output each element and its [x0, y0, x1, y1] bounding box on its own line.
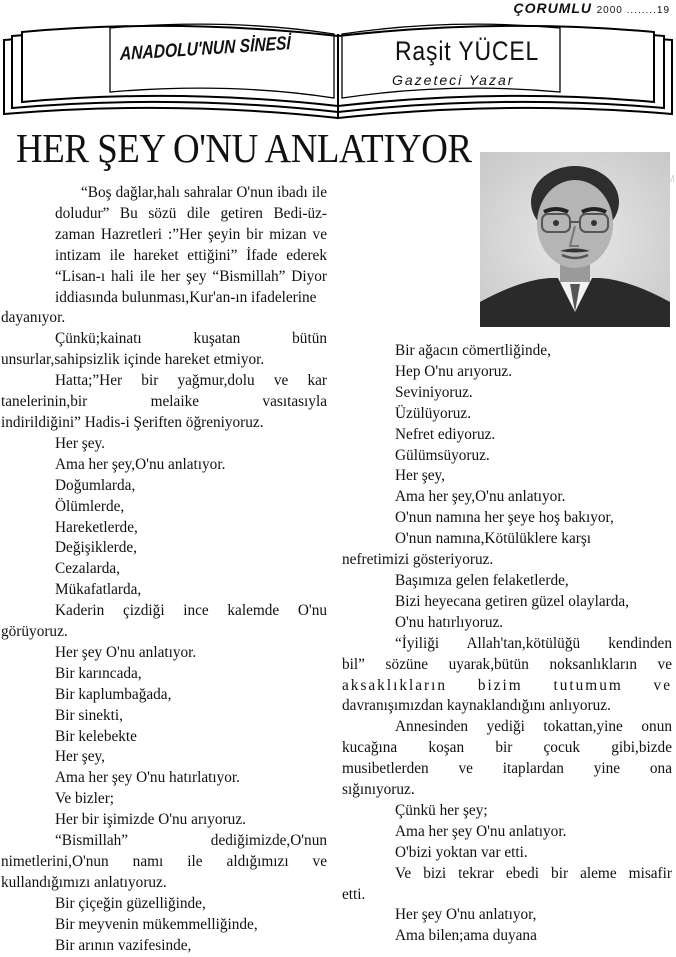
paragraph-line: Her şey, — [55, 748, 105, 766]
paragraph-line: O'nu hatırlıyoruz. — [395, 613, 504, 631]
paragraph-line: Üzülüyoruz. — [395, 404, 472, 422]
paragraph-line: Her şey. — [55, 434, 105, 452]
paragraph-line: Ama her şey,O'nu anlatıyor. — [395, 488, 566, 506]
author-name: Raşit YÜCEL — [395, 36, 540, 66]
photo-watermark: ÇORUM — [637, 174, 675, 185]
paragraph-line: Cezalarda, — [55, 560, 120, 578]
paragraph-line: tanelerinin,bir melaike vasıtasıyla — [1, 393, 327, 411]
paragraph-line: Bizi heyecana getiren güzel olaylarda, — [395, 592, 630, 610]
paragraph-line: Ama her şey O'nu hatırlatıyor. — [55, 769, 240, 787]
paragraph-line: Bir meyvenin mükemmelliğinde, — [55, 915, 258, 933]
paragraph-line: Ölümlerde, — [55, 497, 125, 515]
open-book-banner — [0, 18, 676, 122]
author-photo — [480, 152, 675, 327]
paragraph-line: Bir arının vazifesinde, — [55, 936, 192, 954]
paragraph-line: Ama her şey O'nu anlatıyor. — [395, 822, 567, 840]
paragraph-line: unsurlar,sahipsizlik içinde hareket etmiyor. — [1, 351, 265, 369]
paragraph-line: indirildiğini” Hadis-i Şeriften öğreniyoruz. — [1, 413, 264, 431]
paragraph-line: Her bir işimizde O'nu arıyoruz. — [55, 811, 246, 829]
paragraph-line: Çünkü her şey; — [395, 801, 488, 819]
paragraph-line: nimetlerini,O'nun namı ile aldığımızı ve — [1, 853, 327, 870]
paragraph-line: Gülümsüyoruz. — [395, 446, 490, 464]
paragraph-line: Değişiklerde, — [55, 539, 137, 557]
paragraph-line: aksaklıkların bizim tutumum ve — [342, 676, 672, 694]
paragraph-line: “İyiliği Allah'tan,kötülüğü kendinden — [395, 634, 672, 652]
paragraph-line: etti. — [342, 885, 366, 903]
paragraph-line: O'bizi yoktan var etti. — [395, 843, 528, 861]
paragraph-line: Annesinden yediği tokattan,yine onun — [395, 718, 672, 736]
paragraph-line: Ve bizi tekrar ebedi bir aleme misafir — [395, 864, 672, 882]
paragraph: “Boş dağlar,halı sahralar O'nun ibadı ile doludur” Bu sözü dile getiren Bedi-üz- zaman Hazretleri :”Her şeyin bir mizan ve intizam ile hareket ettiğini” İfade ederek “Lisan-ı hali ile her şey “Bismillah” Diyor iddiasında bulunması,Kur'an-ın ifadelerine — [55, 184, 327, 306]
paragraph-line: Doğumlarda, — [55, 476, 136, 494]
article-column-1 — [1, 183, 327, 957]
masthead-date: 2000 ........19 — [596, 5, 670, 16]
article-headline: HER ŞEY O'NU ANLATIYOR — [16, 125, 472, 171]
paragraph-line: Hatta;”Her bir yağmur,dolu ve kar — [55, 372, 327, 390]
paragraph-line: Bir çiçeğin güzelliğinde, — [55, 894, 206, 912]
paragraph-line: musibetlerden ve itaplardan yine ona — [342, 760, 672, 778]
masthead — [513, 0, 670, 16]
paragraph-line: sığınıyoruz. — [342, 781, 415, 799]
author-role: Gazeteci Yazar — [392, 72, 515, 88]
paragraph-line: Çünkü;kainatı kuşatan bütün — [55, 330, 327, 348]
paragraph-line: Ve bizler; — [55, 790, 115, 808]
paragraph-line: Mükafatlarda, — [55, 581, 142, 599]
paragraph-line: bil” sözüne uyarak,bütün noksanlıkların ve — [342, 655, 672, 673]
paragraph-line: “Bismillah” dediğimizde,O'nun — [55, 832, 327, 850]
paragraph-line: Bir sinekti, — [55, 706, 123, 724]
paragraph-line: Her şey, — [395, 467, 445, 485]
paragraph-line: Ama bilen;ama duyana — [395, 927, 537, 945]
paragraph-line: görüyoruz. — [1, 623, 68, 641]
paragraph-line: Hep O'nu arıyoruz. — [395, 362, 513, 380]
masthead-title: ÇORUMLU — [513, 0, 592, 16]
article-column-2 — [342, 341, 672, 947]
paragraph-line: kucağına koşan bir çocuk gibi,bizde — [342, 739, 672, 757]
paragraph-line: nefretimizi gösteriyoruz. — [342, 551, 494, 569]
paragraph-line: kullandığımızı anlatıyoruz. — [1, 873, 167, 891]
paragraph-line: Bir kaplumbağada, — [55, 685, 172, 703]
paragraph-line: Bir kelebekte — [55, 727, 137, 745]
banner-left-label: ANADOLU'NUN SİNESİ — [120, 33, 291, 65]
paragraph-line: Kaderin çizdiği ince kalemde O'nu — [55, 602, 327, 620]
paragraph-line: Hareketlerde, — [55, 518, 138, 536]
paragraph-line: O'nun namına her şeye hoş bakıyor, — [395, 509, 614, 527]
paragraph-line: davranışımızdan kaynaklandığını anlıyoruz. — [342, 697, 611, 715]
paragraph-line: Bir karıncada, — [55, 664, 142, 682]
paragraph-line: Ama her şey,O'nu anlatıyor. — [55, 455, 226, 473]
paragraph-line: Başımıza gelen felaketlerde, — [395, 571, 569, 589]
paragraph-line: Nefret ediyoruz. — [395, 425, 496, 443]
paragraph-line: Her şey O'nu anlatıyor. — [55, 643, 197, 661]
paragraph-line: Bir ağacın cömertliğinde, — [395, 342, 551, 359]
paragraph-line: dayanıyor. — [1, 309, 66, 327]
paragraph-line: O'nun namına,Kötülüklere karşı — [395, 530, 592, 548]
paragraph-line: Her şey O'nu anlatıyor, — [395, 906, 537, 924]
paragraph-line: Seviniyoruz. — [395, 383, 473, 401]
